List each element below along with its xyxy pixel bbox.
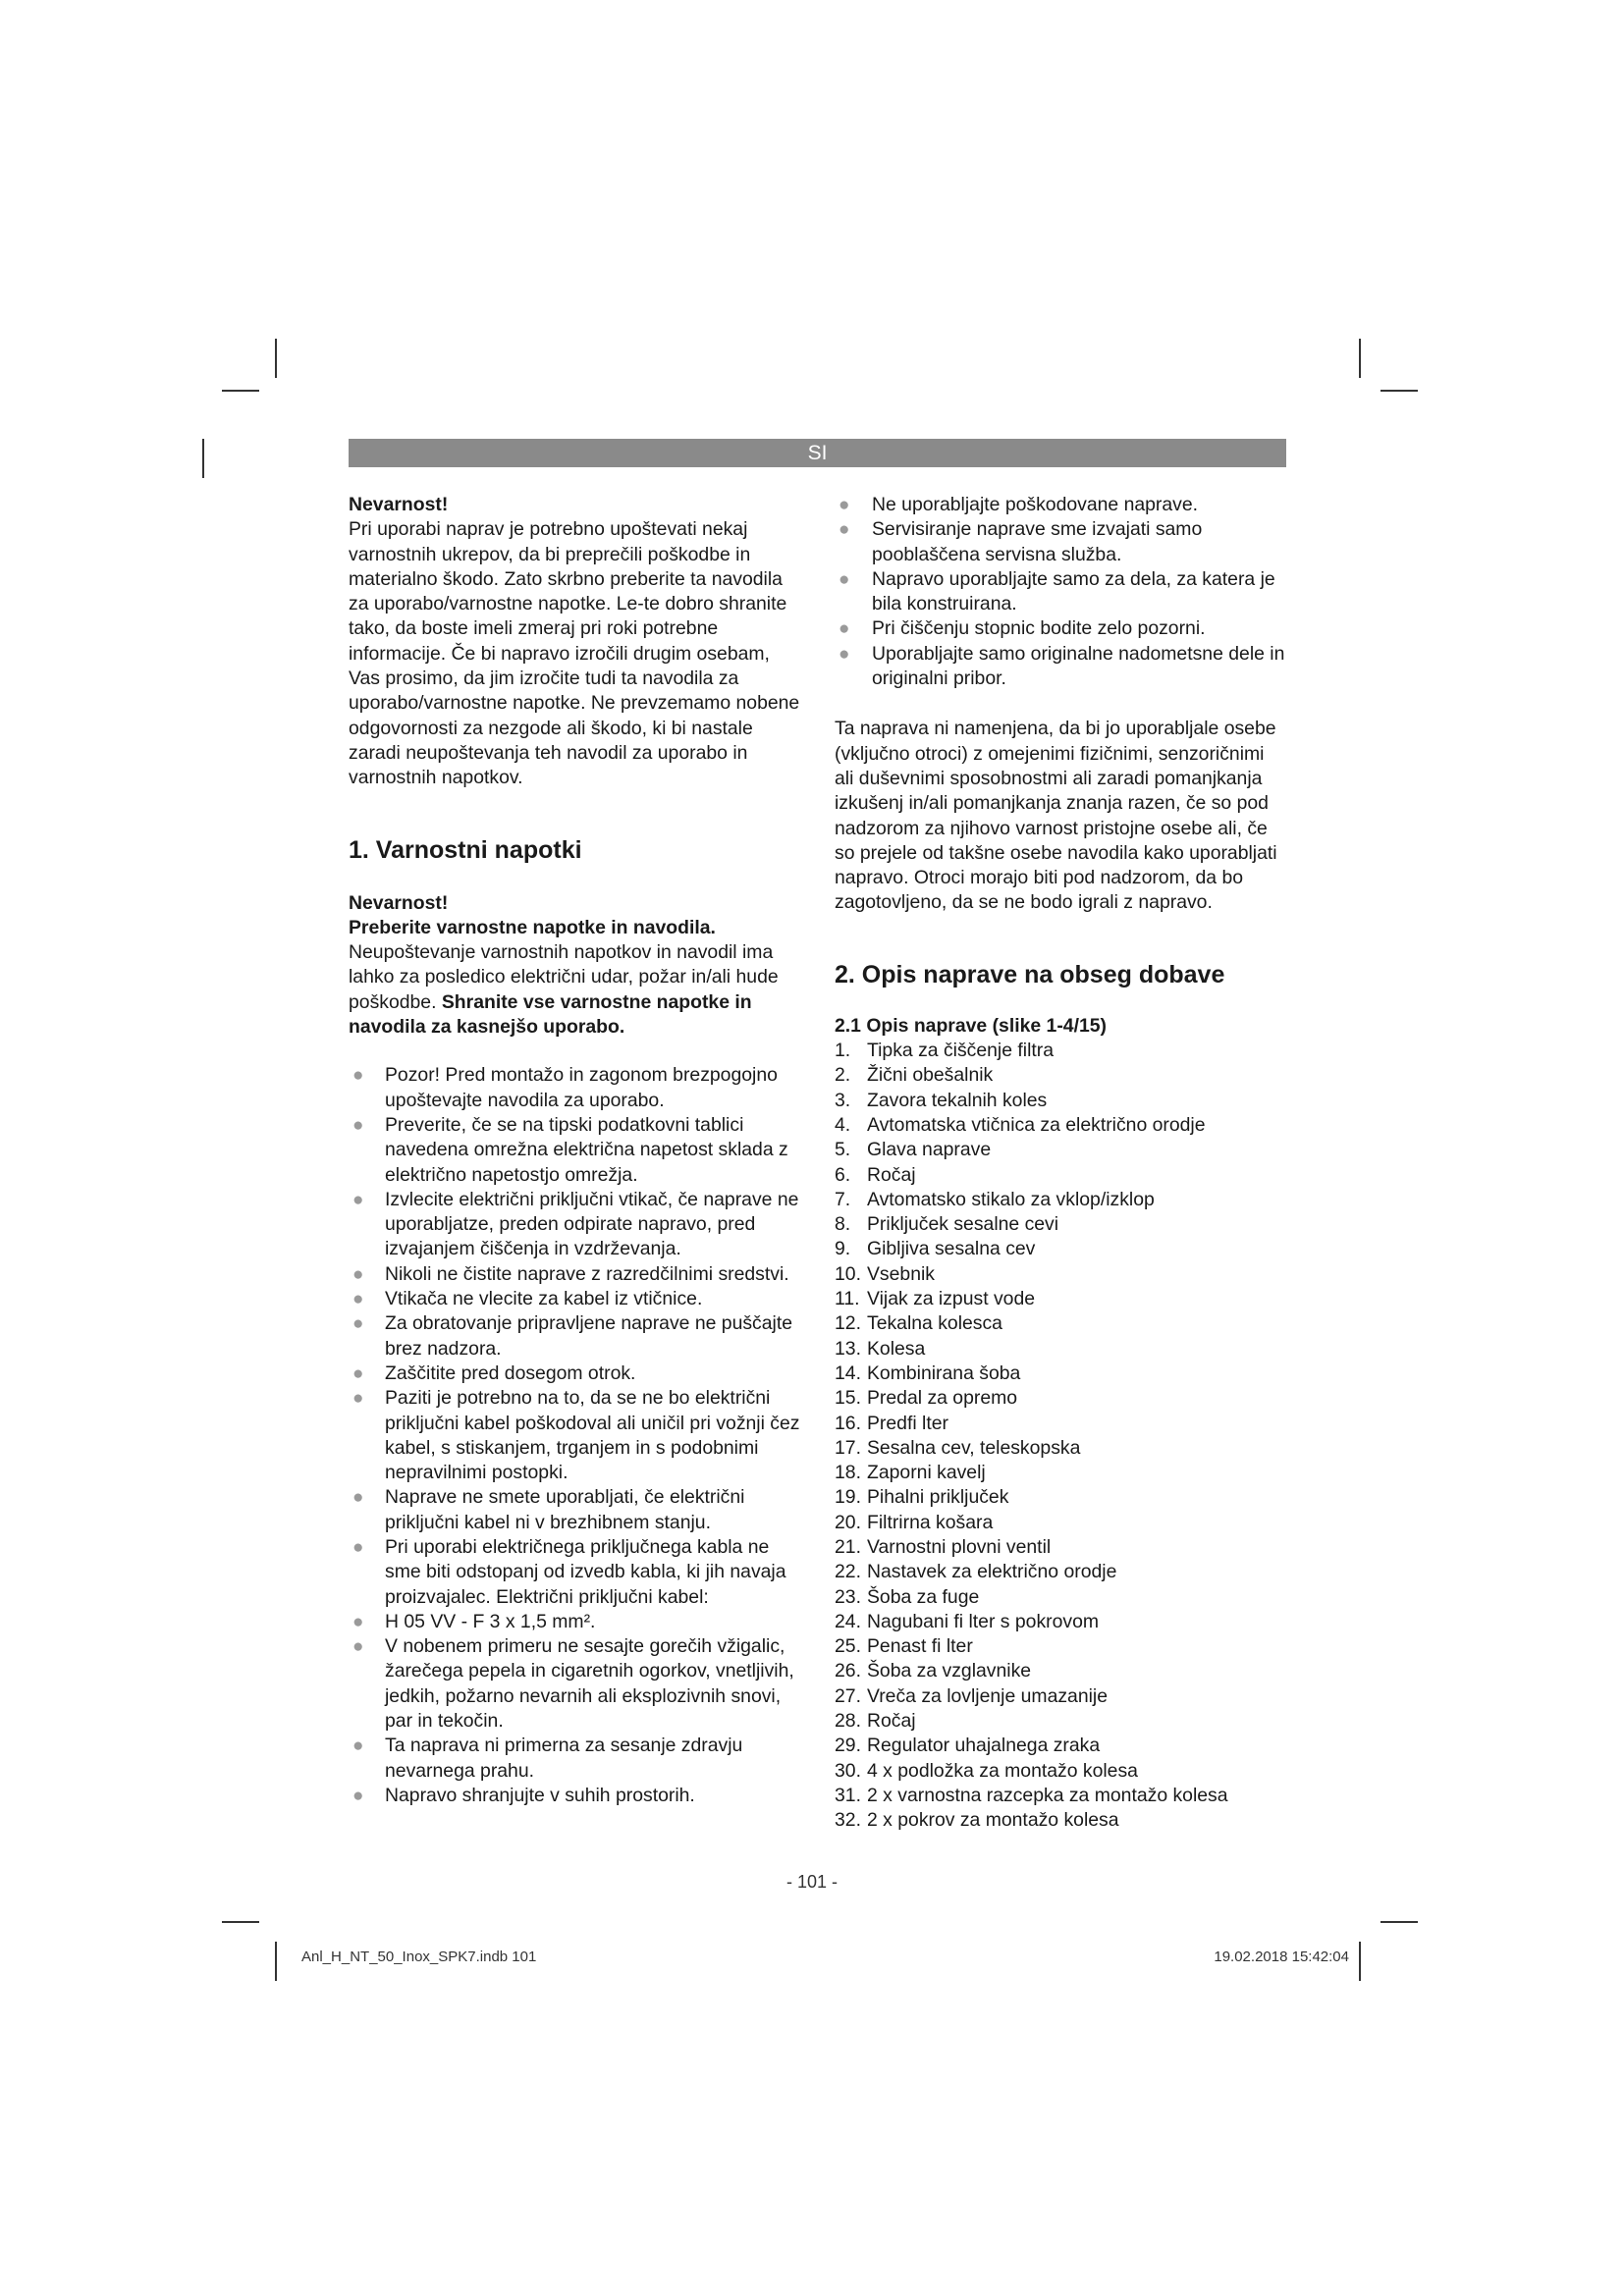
part-label: 2 x pokrov za montažo kolesa xyxy=(867,1809,1119,1832)
crop-mark xyxy=(275,339,277,378)
right-column xyxy=(835,493,1286,1834)
list-item xyxy=(835,642,1286,692)
list-item xyxy=(835,1188,1286,1212)
part-label: Nastavek za električno orodje xyxy=(867,1561,1117,1583)
part-number: 12. xyxy=(835,1312,861,1335)
bullet-icon: ● xyxy=(352,1362,364,1384)
bullet-icon: ● xyxy=(352,1289,364,1310)
list-item xyxy=(835,1262,1286,1287)
bullet-text: Pri čiščenju stopnic bodite zelo pozorni. xyxy=(872,617,1206,640)
bullet-text: Vtikača ne vlecite za kabel iz vtičnice. xyxy=(385,1288,703,1310)
bullet-icon: ● xyxy=(352,1636,364,1658)
list-item xyxy=(349,1188,805,1262)
list-item xyxy=(835,1535,1286,1560)
crop-mark xyxy=(1380,390,1418,392)
bullet-icon: ● xyxy=(352,1536,364,1558)
part-number: 2. xyxy=(835,1064,851,1087)
part-number: 25. xyxy=(835,1635,861,1658)
list-item xyxy=(835,1585,1286,1610)
part-number: 4. xyxy=(835,1113,851,1136)
part-number: 1. xyxy=(835,1040,851,1062)
intro-text: Pri uporabi naprav je potrebno upoštevati nekaj varnostnih ukrepov, da bi preprečili poškodbe in materialno škodo. Zato skrbno preberite ta navodila za uporabo/varnostne napotke. Le-te dobro shranite tako, da boste imeli zmeraj pri roki potrebne informacije. Če bi napravo izročili drugim osebam, Vas prosimo, da jim izročite tudi ta navodila za uporabo/varnostne napotke. Ne prevzemamo nobene odgovornosti za nezgode ali škodo, ki bi nastale zaradi neupoštevanja teh navodil za uporabo in varnostnih napotkov. xyxy=(349,518,800,789)
part-label: Šoba za vzglavnike xyxy=(867,1660,1032,1682)
list-item xyxy=(349,1287,805,1311)
list-item xyxy=(835,1485,1286,1510)
bullet-text: Napravo shranjujte v suhih prostorih. xyxy=(385,1784,695,1806)
bullet-icon: ● xyxy=(352,1785,364,1806)
bullet-text: Pri uporabi električnega priključnega kabla ne sme biti odstopanj od izvedb kabla, ki jih navaja proizvajalec. Električni priključni kabel: xyxy=(385,1535,786,1608)
part-label: Zavora tekalnih koles xyxy=(867,1089,1048,1111)
list-item xyxy=(835,1138,1286,1162)
crop-mark xyxy=(1359,339,1361,378)
warning-text-bold: Shranite vse varnostne napotke in navodila za kasnejšo uporabo. xyxy=(349,990,752,1039)
list-item xyxy=(349,1063,805,1113)
part-number: 3. xyxy=(835,1089,851,1111)
part-number: 8. xyxy=(835,1213,851,1236)
footer-date-info: 19.02.2018 15:42:04 xyxy=(1214,1949,1349,1965)
safety-bullet-list-continued xyxy=(835,493,1286,691)
part-number: 11. xyxy=(835,1288,860,1310)
list-item xyxy=(349,1386,805,1485)
list-item xyxy=(835,1560,1286,1584)
part-number: 14. xyxy=(835,1362,861,1384)
part-number: 26. xyxy=(835,1660,861,1682)
warning-subheading: Preberite varnostne napotke in navodila. xyxy=(349,916,716,938)
part-number: 22. xyxy=(835,1561,861,1583)
part-label: Vsebnik xyxy=(867,1262,935,1285)
warning-heading: Nevarnost! xyxy=(349,891,449,914)
list-item xyxy=(835,1436,1286,1461)
bullet-icon: ● xyxy=(352,1487,364,1509)
list-item xyxy=(835,1287,1286,1311)
list-item xyxy=(835,1461,1286,1485)
part-label: Tekalna kolesca xyxy=(867,1312,1002,1335)
subsection-title: 2.1 Opis naprave (slike 1-4/15) xyxy=(835,1014,1107,1037)
list-item xyxy=(349,1113,805,1188)
list-item xyxy=(835,1511,1286,1535)
page-number: - 101 - xyxy=(785,1872,839,1892)
list-item xyxy=(835,1039,1286,1063)
part-label: Predal za opremo xyxy=(867,1387,1018,1410)
list-item xyxy=(835,1610,1286,1634)
warning-paragraph xyxy=(349,940,805,1040)
part-number: 17. xyxy=(835,1436,861,1459)
children-safety-text: Ta naprava ni namenjena, da bi jo uporabljale osebe (vključno otroci) z omejenimi fizičnimi, senzoričnimi ali duševnimi sposobnostmi ali zaradi pomanjkanja izkušenj in/ali pomanjkanja znanja razen, če so pod nadzorom za njihovo varnost pristojne osebe ali, če so prejele od takšne osebe navodila kako uporabljati napravo. Otroci morajo biti pod nadzorom, da bo zagotovljeno, da se ne bodo igrali z napravo. xyxy=(835,718,1277,914)
part-number: 24. xyxy=(835,1610,861,1632)
part-label: Filtrirna košara xyxy=(867,1511,994,1533)
list-item xyxy=(835,1808,1286,1833)
list-item xyxy=(835,1759,1286,1784)
list-item xyxy=(835,616,1286,641)
list-item xyxy=(835,1362,1286,1386)
list-item xyxy=(835,1337,1286,1362)
bullet-text: Napravo uporabljajte samo za dela, za katera je bila konstruirana. xyxy=(872,567,1275,615)
part-number: 31. xyxy=(835,1784,861,1806)
bullet-text: H 05 VV - F 3 x 1,5 mm². xyxy=(385,1610,596,1632)
list-item xyxy=(835,1311,1286,1336)
list-item xyxy=(349,1262,805,1287)
crop-mark xyxy=(222,390,259,392)
language-code: SI xyxy=(807,442,828,464)
list-item xyxy=(835,1634,1286,1659)
bullet-text: Ne uporabljajte poškodovane naprave. xyxy=(872,494,1199,515)
part-label: Kolesa xyxy=(867,1337,926,1360)
list-item xyxy=(835,1784,1286,1808)
part-number: 16. xyxy=(835,1412,861,1434)
part-label: Regulator uhajalnega zraka xyxy=(867,1735,1101,1757)
part-label: 4 x podložka za montažo kolesa xyxy=(867,1759,1138,1782)
part-number: 19. xyxy=(835,1486,861,1509)
bullet-text: Servisiranje naprave sme izvajati samo pooblaščena servisna služba. xyxy=(872,518,1203,565)
part-number: 23. xyxy=(835,1585,861,1608)
bullet-text: Naprave ne smete uporabljati, če električni priključni kabel ni v brezhibnem stanju. xyxy=(385,1486,745,1533)
crop-mark xyxy=(202,439,204,478)
list-item xyxy=(835,1709,1286,1734)
part-number: 28. xyxy=(835,1710,861,1733)
bullet-icon: ● xyxy=(839,568,850,590)
list-item xyxy=(349,1311,805,1362)
part-number: 15. xyxy=(835,1387,861,1410)
list-item xyxy=(835,1063,1286,1088)
bullet-icon: ● xyxy=(352,1313,364,1335)
list-item xyxy=(349,1784,805,1808)
intro-heading: Nevarnost! xyxy=(349,494,449,515)
bullet-text: Pozor! Pred montažo in zagonom brezpogojno upoštevajte navodila za uporabo. xyxy=(385,1064,778,1111)
part-number: 6. xyxy=(835,1163,851,1186)
part-number: 21. xyxy=(835,1535,861,1558)
list-item xyxy=(835,1734,1286,1758)
list-item xyxy=(835,1089,1286,1113)
bullet-text: Zaščitite pred dosegom otrok. xyxy=(385,1362,636,1384)
part-label: Pihalni priključek xyxy=(867,1486,1009,1509)
warning-text: Neupoštevanje varnostnih napotkov in navodil ima lahko za posledico električni udar, požar in/ali hude poškodbe. xyxy=(349,941,779,1013)
section-2-title: 2. Opis naprave na obseg dobave xyxy=(835,960,1225,988)
list-item xyxy=(349,1734,805,1784)
list-item xyxy=(349,1610,805,1634)
list-item xyxy=(835,1163,1286,1188)
bullet-text: V nobenem primeru ne sesajte gorečih vžigalic, žarečega pepela in cigaretnih ogorkov, vnetljivih, jedkih, požarno nevarnih ali eksplozivnih snovi, par in tekočin. xyxy=(385,1635,794,1733)
list-item xyxy=(349,1535,805,1610)
part-number: 7. xyxy=(835,1188,851,1210)
bullet-icon: ● xyxy=(352,1263,364,1285)
part-number: 18. xyxy=(835,1462,861,1484)
bullet-icon: ● xyxy=(839,519,850,541)
part-number: 5. xyxy=(835,1139,851,1161)
part-label: Ročaj xyxy=(867,1163,916,1186)
part-label: Sesalna cev, teleskopska xyxy=(867,1436,1081,1459)
bullet-icon: ● xyxy=(352,1611,364,1632)
part-label: Avtomatska vtičnica za električno orodje xyxy=(867,1113,1206,1136)
part-label: Vreča za lovljenje umazanije xyxy=(867,1684,1109,1707)
part-number: 9. xyxy=(835,1238,851,1260)
bullet-icon: ● xyxy=(352,1388,364,1410)
bullet-icon: ● xyxy=(839,643,850,665)
list-item xyxy=(835,1113,1286,1138)
bullet-text: Uporabljajte samo originalne nadometsne dele in originalni pribor. xyxy=(872,642,1285,690)
parts-list xyxy=(835,1039,1286,1834)
list-item xyxy=(835,1212,1286,1237)
part-label: Glava naprave xyxy=(867,1139,992,1161)
crop-mark xyxy=(222,1921,259,1923)
bullet-icon: ● xyxy=(352,1114,364,1136)
part-label: Tipka za čiščenje filtra xyxy=(867,1040,1055,1062)
part-number: 29. xyxy=(835,1735,861,1757)
bullet-text: Za obratovanje pripravljene naprave ne puščajte brez nadzora. xyxy=(385,1312,793,1360)
footer-file-info: Anl_H_NT_50_Inox_SPK7.indb 101 xyxy=(301,1949,537,1965)
list-item xyxy=(835,1237,1286,1261)
list-item xyxy=(835,1684,1286,1709)
bullet-text: Izvlecite električni priključni vtikač, če naprave ne uporabljatze, preden odpirate napravo, pred izvajanjem čiščenja in vzdrževanja. xyxy=(385,1188,799,1260)
bullet-text: Preverite, če se na tipski podatkovni tablici navedena omrežna električna napetost sklada z električno napetostjo omrežja. xyxy=(385,1113,788,1186)
part-number: 13. xyxy=(835,1337,861,1360)
part-number: 30. xyxy=(835,1759,861,1782)
part-label: Predfi lter xyxy=(867,1412,948,1434)
part-number: 20. xyxy=(835,1511,861,1533)
crop-mark xyxy=(1380,1921,1418,1923)
bullet-text: Ta naprava ni primerna za sesanje zdravju nevarnega prahu. xyxy=(385,1735,743,1782)
bullet-icon: ● xyxy=(839,618,850,640)
list-item xyxy=(835,493,1286,517)
part-label: Šoba za fuge xyxy=(867,1585,980,1608)
left-column xyxy=(349,493,805,1808)
part-label: Zaporni kavelj xyxy=(867,1462,986,1484)
part-number: 32. xyxy=(835,1809,861,1832)
part-label: Ročaj xyxy=(867,1710,916,1733)
bullet-icon: ● xyxy=(352,1065,364,1087)
list-item xyxy=(349,1362,805,1386)
part-label: Penast fi lter xyxy=(867,1635,973,1658)
part-label: Avtomatsko stikalo za vklop/izklop xyxy=(867,1188,1155,1210)
list-item xyxy=(835,1659,1286,1683)
language-header-bar xyxy=(349,439,1286,467)
part-label: Vijak za izpust vode xyxy=(867,1288,1036,1310)
crop-mark xyxy=(1359,1942,1361,1981)
part-label: Nagubani fi lter s pokrovom xyxy=(867,1610,1100,1632)
safety-bullet-list xyxy=(349,1063,805,1808)
bullet-text: Nikoli ne čistite naprave z razredčilnimi sredstvi. xyxy=(385,1262,789,1285)
bullet-icon: ● xyxy=(352,1189,364,1210)
part-label: 2 x varnostna razcepka za montažo kolesa xyxy=(867,1784,1228,1806)
bullet-icon: ● xyxy=(839,495,850,515)
part-number: 10. xyxy=(835,1262,861,1285)
list-item xyxy=(835,1386,1286,1411)
part-label: Kombinirana šoba xyxy=(867,1362,1021,1384)
bullet-text: Paziti je potrebno na to, da se ne bo električni priključni kabel poškodoval ali uničil pri vožnji čez kabel, s stiskanjem, trganjem in s podobnimi nepravilnimi postopki. xyxy=(385,1387,800,1484)
part-label: Gibljiva sesalna cev xyxy=(867,1238,1036,1260)
part-label: Varnostni plovni ventil xyxy=(867,1535,1052,1558)
list-item xyxy=(349,1634,805,1734)
list-item xyxy=(835,517,1286,567)
crop-mark xyxy=(275,1942,277,1981)
part-label: Žični obešalnik xyxy=(867,1064,994,1087)
list-item xyxy=(349,1485,805,1535)
bullet-icon: ● xyxy=(352,1735,364,1757)
list-item xyxy=(835,567,1286,617)
section-1-title: 1. Varnostni napotki xyxy=(349,835,582,864)
list-item xyxy=(835,1412,1286,1436)
part-label: Priključek sesalne cevi xyxy=(867,1213,1059,1236)
part-number: 27. xyxy=(835,1684,861,1707)
